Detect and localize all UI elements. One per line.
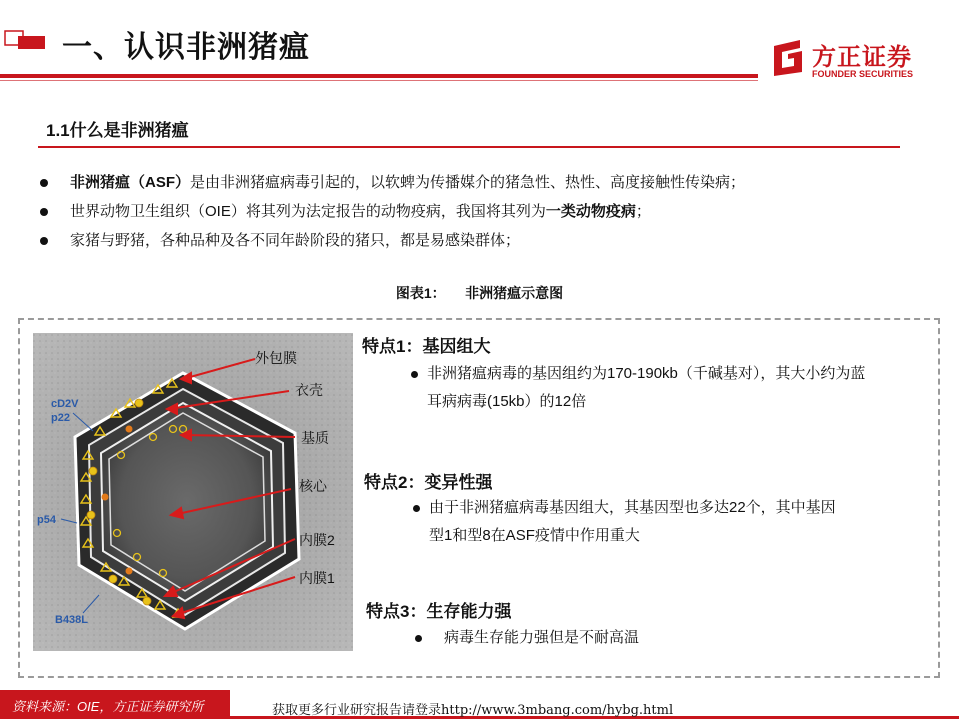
feature-1-line-1: 非洲猪瘟病毒的基因组约为170-190kb（千碱基对），其大小约为蓝 <box>427 365 866 382</box>
bullet-text <box>70 197 651 226</box>
footer-source: 资料来源：OIE，方正证券研究所 <box>12 699 204 714</box>
list-item <box>40 168 920 197</box>
figure-caption: 图表1： 非洲猪瘟示意图 <box>395 285 564 301</box>
bullet-body: 世界动物卫生组织（OIE）将其列为法定报告的动物疫病，我国将其列为 <box>70 203 546 220</box>
feature-2-text <box>429 494 929 550</box>
list-item <box>40 197 920 226</box>
section-title: 1.1什么是非洲猪瘟 <box>46 121 189 140</box>
bullet-text <box>70 168 745 197</box>
list-item <box>40 226 920 255</box>
brand-name: 方正证券 <box>812 44 912 71</box>
bullet-icon <box>413 505 420 512</box>
header-divider-thin <box>0 80 758 81</box>
feature-3-text <box>444 624 924 652</box>
footer-download-link[interactable]: 获取更多行业研究报告请登录http://www.3mbang.com/hybg.html <box>272 703 674 718</box>
label-matrix: 基质 <box>301 430 329 446</box>
bullet-icon <box>411 371 418 378</box>
label-outer-envelope: 外包膜 <box>255 350 297 366</box>
bullet-body: 家猪与野猪，各种品种及各不同年龄阶段的猪只，都是易感染群体； <box>70 232 521 249</box>
brand-name-en: FOUNDER SECURITIES <box>812 69 914 79</box>
bullet-icon <box>40 237 48 245</box>
label-p22: p22 <box>51 412 70 424</box>
bullet-icon <box>40 208 48 216</box>
label-inner-membrane-1: 内膜1 <box>299 570 335 586</box>
bullet-end: ； <box>635 203 651 220</box>
label-b438l: B438L <box>55 614 89 626</box>
bullet-list <box>40 168 920 255</box>
bullet-body: 是由非洲猪瘟病毒引起的，以软蜱为传播媒介的猪急性、热性、高度接触性传染病； <box>190 174 746 191</box>
feature-3-title: 特点3：生存能力强 <box>366 602 512 621</box>
header-divider <box>0 74 758 78</box>
feature-1-text <box>427 360 927 416</box>
feature-1-line-2: 耳病病毒(15kb）的12倍 <box>427 393 587 410</box>
section-marker-icon <box>4 30 46 50</box>
page-title: 一、认识非洲猪瘟 <box>62 31 310 64</box>
feature-2-line-1: 由于非洲猪瘟病毒基因组大，其基因型也多达22个，其中基因 <box>429 499 836 516</box>
feature-2-title: 特点2：变异性强 <box>364 473 493 492</box>
bullet-icon <box>40 179 48 187</box>
section-divider <box>38 146 900 148</box>
label-inner-membrane-2: 内膜2 <box>299 532 335 548</box>
bold-term: 一类动物疫病 <box>545 203 636 220</box>
virus-structure-diagram <box>33 333 353 651</box>
bold-term: 非洲猪瘟（ASF） <box>70 174 191 191</box>
feature-1-title: 特点1：基因组大 <box>362 337 491 356</box>
label-p54: p54 <box>37 514 56 526</box>
label-core: 核心 <box>299 478 327 494</box>
label-cd2v: cD2V <box>51 398 79 410</box>
bullet-icon <box>415 635 422 642</box>
feature-3-line-1: 病毒生存能力强但是不耐高温 <box>444 629 640 646</box>
founder-logo-icon <box>770 38 808 78</box>
label-capsid: 衣壳 <box>295 382 323 398</box>
feature-2-line-2: 型1和型8在ASF疫情中作用重大 <box>429 527 640 544</box>
